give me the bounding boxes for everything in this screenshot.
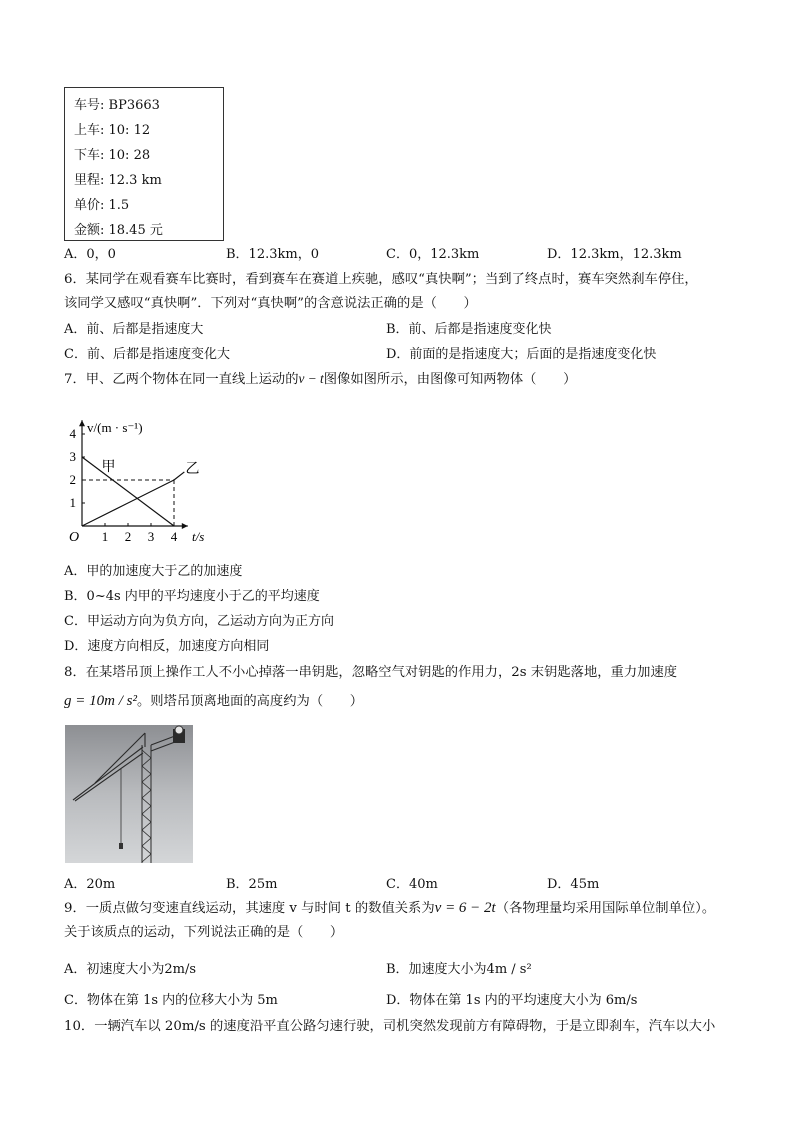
q9-option-a: A．初速度大小为2m/s xyxy=(64,962,197,977)
q5-option-c: C．0，12.3km xyxy=(386,247,480,262)
x-tick-label: 1 xyxy=(101,529,109,544)
q8-stem-line2 xyxy=(64,690,363,710)
q9-stem-pre: 9．一质点做匀变速直线运动，其速度 v 与时间 t 的数值关系为 xyxy=(64,901,435,916)
y-axis-label: v/(m · s⁻¹) xyxy=(87,420,143,436)
q5-option-a: A．0，0 xyxy=(64,247,116,262)
q6-option-b: B．前、后都是指速度变化快 xyxy=(386,322,552,337)
q6-stem-line1: 6．某同学在观看赛车比赛时，看到赛车在赛道上疾驰，感叹“真快啊”；当到了终点时，赛车突然刹车停住， xyxy=(64,272,698,287)
series-2-extension xyxy=(174,472,184,480)
q9-stem-math: v = 6 − 2t xyxy=(434,900,496,916)
q8-option-b: B．25m xyxy=(226,877,278,892)
q6-option-d: D．前面的是指速度大；后面的是指速度变化快 xyxy=(386,347,657,362)
q7-option-d: D．速度方向相反，加速度方向相同 xyxy=(64,639,270,654)
y-axis-arrow xyxy=(79,420,85,426)
q7-option-c: C．甲运动方向为负方向，乙运动方向为正方向 xyxy=(64,614,334,629)
receipt-car-number: 车号: BP3663 xyxy=(74,98,160,113)
y-tick-label: 4 xyxy=(69,426,76,441)
tower-crane-photo xyxy=(65,725,193,863)
receipt-mileage: 里程: 12.3 km xyxy=(74,173,162,188)
q6-option-a: A．前、后都是指速度大 xyxy=(64,322,204,337)
vt-chart xyxy=(60,392,230,552)
q9-stem-post: （各物理量均采用国际单位制单位）。 xyxy=(495,901,716,916)
series-line-2 xyxy=(82,480,174,526)
x-tick-label: 4 xyxy=(170,529,178,544)
q8-stem-math: g = 10m / s² xyxy=(64,693,137,709)
q5-option-d: D．12.3km，12.3km xyxy=(547,247,682,262)
series-line-1 xyxy=(82,457,174,526)
receipt-alighting-time: 下车: 10: 28 xyxy=(74,148,151,163)
x-axis-label: t/s xyxy=(192,529,205,544)
series-label-jia: 甲 xyxy=(101,458,116,475)
q7-option-a: A．甲的加速度大于乙的加速度 xyxy=(64,564,243,579)
q7-stem xyxy=(64,368,576,387)
q8-stem-line1: 8．在某塔吊顶上操作工人不小心掉落一串钥匙，忽略空气对钥匙的作用力，2s 末钥匙落地，重力加速度 xyxy=(64,665,678,680)
q10-stem: 10．一辆汽车以 20m/s 的速度沿平直公路匀速行驶，司机突然发现前方有障碍物，于是立即刹车，汽车以大小 xyxy=(64,1019,716,1034)
receipt-boarding-time: 上车: 10: 12 xyxy=(74,123,151,138)
origin-label: O xyxy=(68,530,80,545)
q8-option-d: D．45m xyxy=(547,877,600,892)
q9-option-b: B．加速度大小为4m / s² xyxy=(386,962,532,977)
q7-stem-math: v − t xyxy=(298,371,324,386)
x-axis-arrow xyxy=(182,523,188,529)
q5-option-b: B．12.3km，0 xyxy=(226,247,319,262)
taxi-receipt xyxy=(64,87,224,241)
x-tick-label: 3 xyxy=(147,529,155,544)
q7-option-b: B．0~4s 内甲的平均速度小于乙的平均速度 xyxy=(64,589,320,604)
series-label-yi: 乙 xyxy=(185,461,200,478)
receipt-amount: 金额: 18.45 元 xyxy=(74,223,163,238)
q7-stem-post: 图像如图所示，由图像可知两物体（ ） xyxy=(323,372,577,387)
q8-option-c: C．40m xyxy=(386,877,438,892)
q6-stem-line2: 该同学又感叹“真快啊”．下列对“真快啊”的含意说法正确的是（ ） xyxy=(64,296,477,311)
q8-option-a: A．20m xyxy=(64,877,116,892)
y-tick-label: 2 xyxy=(69,472,76,487)
q6-option-c: C．前、后都是指速度变化大 xyxy=(64,347,230,362)
q7-stem-pre: 7．甲、乙两个物体在同一直线上运动的 xyxy=(64,372,299,387)
q8-stem-post: 。则塔吊顶离地面的高度约为（ ） xyxy=(136,694,364,709)
q9-stem-line1 xyxy=(64,897,715,917)
q9-option-c: C．物体在第 1s 内的位移大小为 5m xyxy=(64,993,278,1008)
y-tick-label: 3 xyxy=(69,449,76,464)
q9-stem-line2: 关于该质点的运动，下列说法正确的是（ ） xyxy=(64,925,344,940)
receipt-unit-price: 单价: 1.5 xyxy=(74,198,130,213)
x-tick-label: 2 xyxy=(124,529,132,544)
y-tick-label: 1 xyxy=(69,495,76,510)
q9-option-d: D．物体在第 1s 内的平均速度大小为 6m/s xyxy=(386,993,638,1008)
